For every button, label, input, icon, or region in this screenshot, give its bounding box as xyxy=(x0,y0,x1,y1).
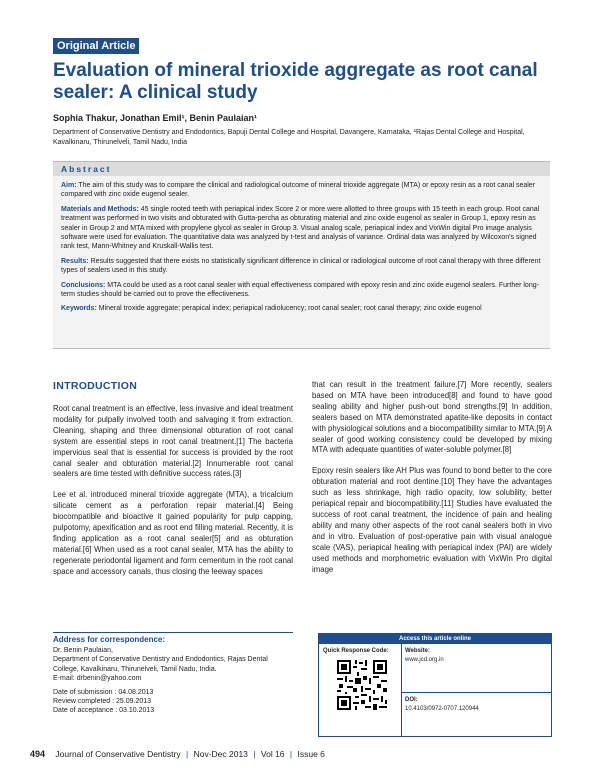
qr-label: Quick Response Code: xyxy=(323,648,389,654)
page-footer: 494 Journal of Conservative Dentistry | Nov-Dec 2013 | Vol 16 | Issue 6 xyxy=(30,749,325,759)
correspondence-email[interactable]: E-mail: drbenin@yahoo.com xyxy=(53,674,142,682)
abstract-heading: Abstract xyxy=(53,162,550,176)
issue: Issue 6 xyxy=(297,749,325,759)
page-number: 494 xyxy=(30,749,46,759)
website-label: Website: xyxy=(405,648,430,654)
abstract-box xyxy=(53,161,550,349)
journal-name: Journal of Conservative Dentistry xyxy=(55,749,181,759)
qr-code-icon[interactable] xyxy=(337,660,387,710)
access-heading: Access this article online xyxy=(319,634,551,644)
correspondence-heading: Address for correspondence: xyxy=(53,635,166,644)
doi-label: DOI: xyxy=(405,697,418,703)
date-acceptance: Date of acceptance : 03.10.2013 xyxy=(53,707,155,715)
issue-date: Nov-Dec 2013 xyxy=(193,749,248,759)
abstract-aim: Aim: The aim of this study was to compare the clinical and radiological outcome of mineral trioxide aggregate (MTA) or epoxy resin as a root canal sealer compared with zinc oxide eugenol sealer. xyxy=(61,182,536,199)
doi-value[interactable]: 10.4103/0972-0707.120944 xyxy=(405,706,479,712)
abstract-results: Results: Results suggested that there exists no statistically significant difference in clinical or radiological outcome of root canal therapy with three different types of sealers used in this study. xyxy=(61,257,541,275)
left-column xyxy=(53,404,293,588)
abstract-keywords: Keywords: Mineral troxide aggregate; perapical index; periapical radiolucency; root canal sealer; root canal therapy; zinc oxide eugenol xyxy=(61,305,482,313)
intro-paragraph-3: that can result in the treatment failure.[7] More recently, sealers based on MTA have been introduced[8] and found to have good sealing ability and higher push-out bond strengths.[9] In addition, sealers based on MTA demonstrated apatite-like deposits in contact with physiological solutions and a biocompatibility similar to MTA.[9] A sealer of good working consistency could be developed by mixing MTA with adequate quantities of water-soluble polymer.[8] xyxy=(312,380,552,455)
article-title: Evaluation of mineral trioxide aggregate as root canal sealer: A clinical study xyxy=(53,60,538,103)
author-list: Sophia Thakur, Jonathan Emil¹, Benin Paulaian¹ xyxy=(53,113,258,123)
intro-paragraph-4: Epoxy resin sealers like AH Plus was found to bond better to the core obturation material and root dentine.[10] They have the advantages such as less shrinkage, high radio opacity, low solubility, better periapical repair and biocompatibility.[11] Studies have evaluated the success of root canal treatment, the incidence of pain and healing ability and many other aspects of the root canal sealers both in vivo and in vitro. Evaluation of post-operative pain with visual analogue scale (VAS), periapical healing with periapical index (PAI) are widely used methods and morphometric evaluation with VixWin Pro digital image xyxy=(312,466,552,574)
article-type-label: Original Article xyxy=(53,38,139,54)
correspondence-box xyxy=(53,632,293,716)
abstract-methods: Materials and Methods: 45 single rooted teeth with periapical index Score 2 or more were allotted to three groups with 15 teeth in each group. Root canal treatment was performed in two visits and obturated with Gutta-percha as obturating material and zinc oxide eugenol as sealer in Group 1, epoxy resin as sealer in Group 2 and MTA mixed with propylene glycol as sealer in Group 3. Visual analog scale, periapical index and VixWin digital Pro image analysis software were used for evaluation. The quantitative data was analyzed by t-test and analysis of variance. Ordinal data was analyzed by Wilcoxon's signed rank test, Mann-Whitney and Kruskall-Wallis test. xyxy=(61,205,540,251)
abstract-conclusions: Conclusions: MTA could be used as a root canal sealer with equal effectiveness compared with epoxy resin and zinc oxide eugenol sealers. Further long-term studies should be carried out to prove the effectiveness. xyxy=(61,281,539,299)
volume: Vol 16 xyxy=(260,749,285,759)
affiliation: Department of Conservative Dentistry and Endodontics, Bapuji Dental College and Hospital, Davangere, Karnataka, ¹Rajas Dental College and Hospital, Kavalkinaru, Thirunelveli, Tamil Nadu, India xyxy=(53,129,525,146)
intro-paragraph-1: Root canal treatment is an effective, less invasive and ideal treatment modality for pulpally involved tooth and salvaging it from extraction. Cleaning, shaping and three dimensional obturation of root canal system are essential steps in root canal treatment.[1] The bacteria impervious seal that is essential for success is provided by the root canal sealer and obturation material.[2] Innumerable root canal sealers are time tested with definitive success rates.[3] xyxy=(53,404,293,479)
introduction-heading: INTRODUCTION xyxy=(53,380,138,392)
intro-paragraph-2: Lee et al. introduced mineral trioxide aggregate (MTA), a tricalcium silicate cement as a perforation repair material.[4] Being biocompatible and bioactive it gained popularity for pulp capping, pulpotomy, apexification and as root end filling material. Recently, it is finding application as a root canal sealer[5] and as obturation material.[6] When used as a root canal sealer, MTA has the ability to regenerate periodontal ligament and form cementum in the root canal space and accessory canals, thus closing the leeway spaces xyxy=(53,490,293,576)
date-submission: Date of submission : 04.08.2013 xyxy=(53,689,154,697)
correspondence-name: Dr. Benin Paulaian, xyxy=(53,647,113,655)
access-online-box xyxy=(318,633,552,737)
date-review: Review completed : 25.09.2013 xyxy=(53,698,152,706)
right-column xyxy=(312,380,552,585)
website-link[interactable]: www.jcd.org.in xyxy=(405,657,444,663)
correspondence-address: Department of Conservative Dentistry and Endodontics, Rajas Dental College, Kavalkinaru, Thirunelveli, Tamil Nadu, India. xyxy=(53,656,268,673)
